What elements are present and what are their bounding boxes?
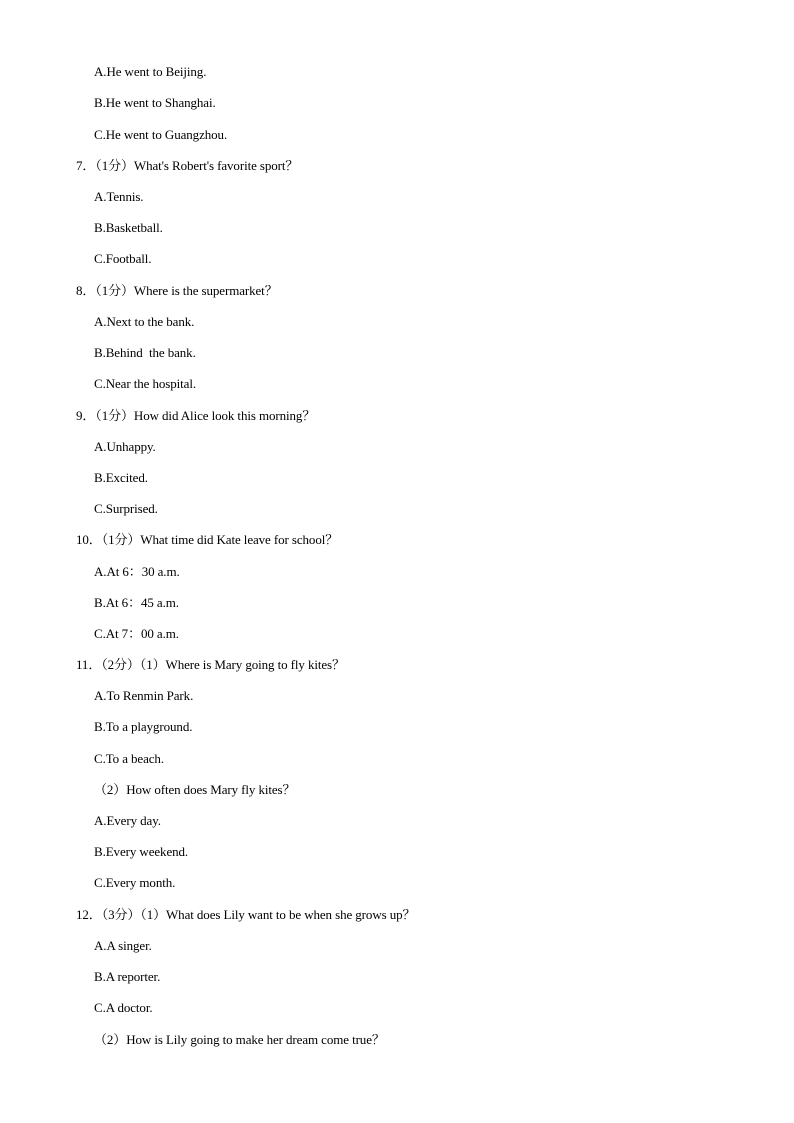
option-a: A.At 6：30 a.m. — [94, 564, 180, 579]
option-a: A.He went to Beijing. — [94, 64, 207, 79]
option-a: A.Every day. — [94, 813, 161, 828]
question-10: 10．（1分）What time did Kate leave for school？ — [76, 532, 339, 547]
question-12: 12．（3分）（1）What does Lily want to be when she grows up？ — [76, 907, 416, 922]
option-b: B.Excited. — [94, 470, 148, 485]
option-b: B.At 6：45 a.m. — [94, 595, 179, 610]
question-7: 7．（1分）What's Robert's favorite sport？ — [76, 158, 299, 173]
option-a: A.To Renmin Park. — [94, 688, 194, 703]
option-c: C.He went to Guangzhou. — [94, 127, 228, 142]
option-c: C.A doctor. — [94, 1000, 153, 1015]
option-a: A.A singer. — [94, 938, 152, 953]
option-b: B.He went to Shanghai. — [94, 95, 216, 110]
option-b: B.To a playground. — [94, 719, 193, 734]
question-9: 9．（1分）How did Alice look this morning？ — [76, 408, 316, 423]
option-b: B.Behind the bank. — [94, 345, 196, 360]
question-11: 11．（2分）（1）Where is Mary going to fly kites？ — [76, 657, 345, 672]
option-b: B.Every weekend. — [94, 844, 189, 859]
option-b: B.Basketball. — [94, 220, 163, 235]
subquestion-12-2: （2）How is Lily going to make her dream come true？ — [94, 1032, 385, 1047]
option-c: C.To a beach. — [94, 751, 164, 766]
question-8: 8．（1分）Where is the supermarket？ — [76, 283, 278, 298]
option-c: C.Every month. — [94, 875, 176, 890]
subquestion-11-2: （2）How often does Mary fly kites？ — [94, 782, 296, 797]
option-c: C.Surprised. — [94, 501, 158, 516]
option-c: C.Football. — [94, 251, 152, 266]
option-a: A.Tennis. — [94, 189, 144, 204]
option-a: A.Unhappy. — [94, 439, 156, 454]
option-c: C.Near the hospital. — [94, 376, 196, 391]
option-c: C.At 7：00 a.m. — [94, 626, 179, 641]
option-a: A.Next to the bank. — [94, 314, 195, 329]
option-b: B.A reporter. — [94, 969, 161, 984]
